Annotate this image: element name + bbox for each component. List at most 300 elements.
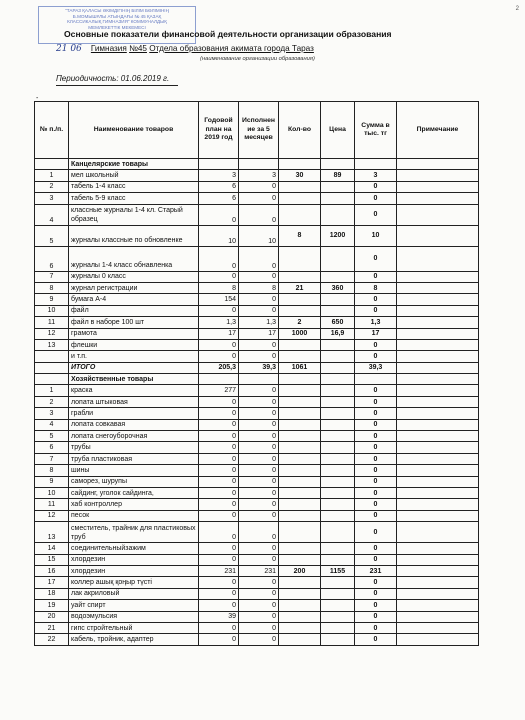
cell-sum: 0 xyxy=(355,465,397,476)
cell-sum: 0 xyxy=(355,305,397,316)
cell-name: журнал регистрации xyxy=(69,282,199,293)
cell-qty xyxy=(279,339,321,350)
table-row xyxy=(35,487,479,498)
cell-price xyxy=(321,588,355,599)
cell-qty xyxy=(279,634,321,645)
cell-price xyxy=(321,271,355,282)
cell-sum: 0 xyxy=(355,487,397,498)
cell-plan: 0 xyxy=(199,442,239,453)
cell-done: 0 xyxy=(239,204,279,225)
cell-qty xyxy=(279,487,321,498)
cell-done: 17 xyxy=(239,328,279,339)
table-row xyxy=(35,499,479,510)
cell-num: 6 xyxy=(35,442,69,453)
cell-note xyxy=(397,305,479,316)
cell-sum: 0 xyxy=(355,396,397,407)
gymnasium-number: №45 xyxy=(129,44,147,53)
column-header-plan: Годовой план на 2019 год xyxy=(199,102,239,159)
cell-note xyxy=(397,328,479,339)
cell-name: саморез, шурупы xyxy=(69,476,199,487)
cell-empty xyxy=(199,374,239,385)
cell-name: и т.п. xyxy=(69,351,199,362)
cell-sum: 0 xyxy=(355,385,397,396)
cell-sum: 0 xyxy=(355,339,397,350)
cell-price xyxy=(321,522,355,543)
cell-price xyxy=(321,611,355,622)
cell-price xyxy=(321,634,355,645)
table-row xyxy=(35,476,479,487)
cell-sum: 0 xyxy=(355,193,397,204)
cell-qty: 200 xyxy=(279,565,321,576)
cell-qty xyxy=(279,193,321,204)
cell-plan: 0 xyxy=(199,431,239,442)
cell-num xyxy=(35,362,69,373)
cell-num: 13 xyxy=(35,339,69,350)
cell-done: 1,3 xyxy=(239,317,279,328)
cell-note xyxy=(397,362,479,373)
cell-sum: 0 xyxy=(355,588,397,599)
cell-done: 0 xyxy=(239,181,279,192)
cell-name: бумага А-4 xyxy=(69,294,199,305)
cell-price: 16,9 xyxy=(321,328,355,339)
cell-price xyxy=(321,600,355,611)
cell-num: 12 xyxy=(35,510,69,521)
cell-num: 21 xyxy=(35,622,69,633)
cell-sum: 0 xyxy=(355,419,397,430)
cell-num xyxy=(35,351,69,362)
cell-note xyxy=(397,600,479,611)
cell-empty xyxy=(355,374,397,385)
table-header-row xyxy=(35,102,479,159)
table-row xyxy=(35,170,479,181)
cell-qty xyxy=(279,476,321,487)
cell-num: 18 xyxy=(35,588,69,599)
cell-price xyxy=(321,419,355,430)
cell-price: 1200 xyxy=(321,225,355,246)
table-row xyxy=(35,193,479,204)
cell-name: коллер ашық қоңыр түсті xyxy=(69,577,199,588)
cell-sum: 0 xyxy=(355,634,397,645)
cell-sum: 0 xyxy=(355,351,397,362)
cell-name: журналы классные по обновленке xyxy=(69,225,199,246)
cell-empty xyxy=(321,159,355,170)
cell-note xyxy=(397,294,479,305)
cell-sum: 0 xyxy=(355,476,397,487)
cell-plan: 6 xyxy=(199,181,239,192)
cell-sum: 0 xyxy=(355,271,397,282)
cell-done: 0 xyxy=(239,271,279,282)
cell-num: 10 xyxy=(35,305,69,316)
column-header-num: № п./п. xyxy=(35,102,69,159)
cell-qty xyxy=(279,271,321,282)
cell-empty xyxy=(199,159,239,170)
table-row xyxy=(35,465,479,476)
cell-plan: 0 xyxy=(199,588,239,599)
cell-sum: 0 xyxy=(355,294,397,305)
cell-done: 0 xyxy=(239,611,279,622)
cell-num: 1 xyxy=(35,170,69,181)
cell-name: флешки xyxy=(69,339,199,350)
cell-plan: 0 xyxy=(199,305,239,316)
cell-num: 3 xyxy=(35,193,69,204)
cell-price xyxy=(321,487,355,498)
cell-plan: 0 xyxy=(199,543,239,554)
cell-qty xyxy=(279,465,321,476)
stamp-line: КЛАССИКАЛЫҚ ГИМНАЗИЯ" КОММУНАЛДЫҚ xyxy=(67,19,167,24)
cell-empty xyxy=(355,159,397,170)
cell-qty xyxy=(279,543,321,554)
cell-plan: 0 xyxy=(199,271,239,282)
cell-plan: 154 xyxy=(199,294,239,305)
cell-num: 16 xyxy=(35,565,69,576)
cell-num: 17 xyxy=(35,577,69,588)
table-row xyxy=(35,577,479,588)
column-header-done: Исполнен ие за 5 месяцев xyxy=(239,102,279,159)
cell-note xyxy=(397,510,479,521)
cell-done: 0 xyxy=(239,634,279,645)
cell-num: 11 xyxy=(35,317,69,328)
cell-qty xyxy=(279,499,321,510)
cell-price xyxy=(321,476,355,487)
cell-note xyxy=(397,588,479,599)
cell-plan: 8 xyxy=(199,282,239,293)
cell-name: краска xyxy=(69,385,199,396)
table-row xyxy=(35,522,479,543)
cell-plan: 3 xyxy=(199,170,239,181)
cell-price xyxy=(321,339,355,350)
table-body xyxy=(35,159,479,646)
cell-empty xyxy=(397,374,479,385)
cell-num: 19 xyxy=(35,600,69,611)
cell-done: 0 xyxy=(239,522,279,543)
cell-note xyxy=(397,181,479,192)
cell-done: 8 xyxy=(239,282,279,293)
cell-empty xyxy=(239,159,279,170)
cell-price xyxy=(321,305,355,316)
cell-sum: 0 xyxy=(355,600,397,611)
table-row xyxy=(35,419,479,430)
cell-done: 0 xyxy=(239,600,279,611)
cell-name: песок xyxy=(69,510,199,521)
table-row xyxy=(35,543,479,554)
cell-sum: 0 xyxy=(355,522,397,543)
cell-name: водоэмульсия xyxy=(69,611,199,622)
cell-done: 0 xyxy=(239,476,279,487)
cell-done: 0 xyxy=(239,499,279,510)
cell-sum: 0 xyxy=(355,499,397,510)
cell-num: 2 xyxy=(35,396,69,407)
cell-qty xyxy=(279,204,321,225)
cell-plan: 0 xyxy=(199,246,239,271)
cell-num xyxy=(35,374,69,385)
stamp-line: Б.МОМЫШҰЛЫ АТЫНДАҒЫ № 45 ҚАЗАҚ xyxy=(72,13,162,19)
cell-name: трубы xyxy=(69,442,199,453)
table-row xyxy=(35,510,479,521)
table-row xyxy=(35,554,479,565)
cell-qty xyxy=(279,408,321,419)
cell-note xyxy=(397,442,479,453)
cell-price xyxy=(321,294,355,305)
cell-note xyxy=(397,408,479,419)
cell-empty xyxy=(279,374,321,385)
cell-done: 0 xyxy=(239,351,279,362)
cell-plan: 0 xyxy=(199,465,239,476)
table-row xyxy=(35,282,479,293)
cell-sum: 0 xyxy=(355,181,397,192)
cell-plan: 0 xyxy=(199,419,239,430)
cell-qty: 8 xyxy=(279,225,321,246)
cell-name: лак акриловый xyxy=(69,588,199,599)
cell-note xyxy=(397,431,479,442)
cell-plan: 0 xyxy=(199,577,239,588)
cell-qty xyxy=(279,419,321,430)
cell-note xyxy=(397,246,479,271)
cell-num: 13 xyxy=(35,522,69,543)
cell-num: 5 xyxy=(35,225,69,246)
cell-note xyxy=(397,543,479,554)
cell-num: 7 xyxy=(35,453,69,464)
department-label: Отдела образования акимата города Тараз xyxy=(149,44,314,53)
cell-note xyxy=(397,453,479,464)
cell-qty xyxy=(279,611,321,622)
table-row xyxy=(35,339,479,350)
cell-num: 9 xyxy=(35,476,69,487)
cell-sum: 0 xyxy=(355,453,397,464)
cell-name: классные журналы 1-4 кл. Старый образец xyxy=(69,204,199,225)
cell-price xyxy=(321,577,355,588)
cell-note xyxy=(397,634,479,645)
cell-num: 4 xyxy=(35,419,69,430)
cell-name: грабли xyxy=(69,408,199,419)
cell-note xyxy=(397,565,479,576)
cell-plan: 0 xyxy=(199,351,239,362)
cell-note xyxy=(397,225,479,246)
cell-sum: 8 xyxy=(355,282,397,293)
cell-num xyxy=(35,159,69,170)
section-title: Хозяйственные товары xyxy=(69,374,199,385)
cell-price xyxy=(321,385,355,396)
cell-plan: 1,3 xyxy=(199,317,239,328)
cell-plan: 0 xyxy=(199,339,239,350)
cell-done: 0 xyxy=(239,577,279,588)
cell-price xyxy=(321,204,355,225)
cell-price xyxy=(321,408,355,419)
column-header-price: Цена xyxy=(321,102,355,159)
table-row xyxy=(35,588,479,599)
cell-note xyxy=(397,204,479,225)
cell-qty xyxy=(279,294,321,305)
column-header-note: Примечание xyxy=(397,102,479,159)
cell-done: 0 xyxy=(239,554,279,565)
cell-done: 0 xyxy=(239,543,279,554)
cell-qty xyxy=(279,577,321,588)
total-label: ИТОГО xyxy=(69,362,199,373)
cell-qty xyxy=(279,305,321,316)
cell-plan: 0 xyxy=(199,634,239,645)
cell-note xyxy=(397,611,479,622)
cell-note xyxy=(397,193,479,204)
cell-done: 0 xyxy=(239,419,279,430)
cell-note xyxy=(397,465,479,476)
cell-sum: 0 xyxy=(355,577,397,588)
cell-price xyxy=(321,431,355,442)
handwritten-date: 21 06 xyxy=(56,44,82,54)
cell-done: 0 xyxy=(239,431,279,442)
cell-plan: 0 xyxy=(199,499,239,510)
cell-num: 9 xyxy=(35,294,69,305)
cell-sum: 0 xyxy=(355,408,397,419)
cell-qty xyxy=(279,622,321,633)
cell-note xyxy=(397,317,479,328)
table-row xyxy=(35,317,479,328)
cell-num: 22 xyxy=(35,634,69,645)
total-plan: 205,3 xyxy=(199,362,239,373)
cell-sum: 0 xyxy=(355,622,397,633)
cell-plan: 0 xyxy=(199,600,239,611)
column-header-sum: Сумма в тыс. тг xyxy=(355,102,397,159)
table-row xyxy=(35,453,479,464)
cell-num: 2 xyxy=(35,181,69,192)
cell-qty xyxy=(279,246,321,271)
cell-note xyxy=(397,476,479,487)
cell-done: 0 xyxy=(239,453,279,464)
cell-done: 0 xyxy=(239,396,279,407)
table-row xyxy=(35,634,479,645)
cell-qty: 30 xyxy=(279,170,321,181)
cell-qty xyxy=(279,396,321,407)
table-row xyxy=(35,408,479,419)
table-row xyxy=(35,442,479,453)
cell-num: 15 xyxy=(35,554,69,565)
cell-sum: 0 xyxy=(355,543,397,554)
cell-sum: 1,3 xyxy=(355,317,397,328)
cell-name: хаб контроллер xyxy=(69,499,199,510)
table-row xyxy=(35,294,479,305)
table-row xyxy=(35,328,479,339)
cell-sum: 0 xyxy=(355,611,397,622)
cell-note xyxy=(397,522,479,543)
cell-note xyxy=(397,622,479,633)
cell-plan: 0 xyxy=(199,204,239,225)
table-row xyxy=(35,565,479,576)
total-sum: 39,3 xyxy=(355,362,397,373)
cell-name: гипс стройтельный xyxy=(69,622,199,633)
cell-qty: 21 xyxy=(279,282,321,293)
cell-note xyxy=(397,577,479,588)
cell-plan: 0 xyxy=(199,408,239,419)
cell-note xyxy=(397,271,479,282)
cell-num: 8 xyxy=(35,465,69,476)
cell-price: 650 xyxy=(321,317,355,328)
cell-qty xyxy=(279,431,321,442)
table-row xyxy=(35,246,479,271)
table-row xyxy=(35,204,479,225)
table-row xyxy=(35,305,479,316)
cell-done: 0 xyxy=(239,294,279,305)
cell-plan: 0 xyxy=(199,510,239,521)
section-title-row xyxy=(35,159,479,170)
cell-price xyxy=(321,465,355,476)
cell-note xyxy=(397,499,479,510)
goods-table xyxy=(34,101,479,646)
cell-sum: 231 xyxy=(355,565,397,576)
cell-empty xyxy=(239,374,279,385)
cell-name: лопата снегоуборочная xyxy=(69,431,199,442)
cell-qty xyxy=(279,522,321,543)
cell-done: 0 xyxy=(239,465,279,476)
table-row xyxy=(35,225,479,246)
cell-name: сайдинг, уголок сайдинга, xyxy=(69,487,199,498)
stamp-line: "ТАРАЗ ҚАЛАСЫ ӘКІМДІГІНІҢ БІЛІМ БӨЛІМІНІҢ xyxy=(65,8,169,13)
cell-name: хлордезин xyxy=(69,554,199,565)
cell-price: 360 xyxy=(321,282,355,293)
cell-plan: 277 xyxy=(199,385,239,396)
periodicity: Периодичность: 01.06.2019 г. xyxy=(56,74,170,83)
cell-done: 0 xyxy=(239,408,279,419)
cell-num: 6 xyxy=(35,246,69,271)
cell-num: 3 xyxy=(35,408,69,419)
cell-name: журналы 1-4 класс обнавленка xyxy=(69,246,199,271)
cell-plan: 0 xyxy=(199,396,239,407)
cell-price xyxy=(321,499,355,510)
cell-plan: 10 xyxy=(199,225,239,246)
table-row xyxy=(35,181,479,192)
cell-name: табель 5-9 класс xyxy=(69,193,199,204)
cell-qty: 2 xyxy=(279,317,321,328)
gymnasium-label: Гимназия xyxy=(90,44,127,53)
cell-done: 231 xyxy=(239,565,279,576)
cell-num: 4 xyxy=(35,204,69,225)
cell-name: лопата совкавая xyxy=(69,419,199,430)
cell-name: труба пластиковая xyxy=(69,453,199,464)
cell-qty xyxy=(279,453,321,464)
cell-qty xyxy=(279,600,321,611)
cell-plan: 0 xyxy=(199,476,239,487)
cell-num: 10 xyxy=(35,487,69,498)
cell-plan: 231 xyxy=(199,565,239,576)
table-row xyxy=(35,396,479,407)
cell-plan: 0 xyxy=(199,554,239,565)
cell-num: 8 xyxy=(35,282,69,293)
cell-num: 11 xyxy=(35,499,69,510)
cell-note xyxy=(397,351,479,362)
cell-done: 10 xyxy=(239,225,279,246)
cell-qty xyxy=(279,510,321,521)
cell-plan: 0 xyxy=(199,487,239,498)
cell-name: файл xyxy=(69,305,199,316)
cell-num: 14 xyxy=(35,543,69,554)
cell-sum: 0 xyxy=(355,246,397,271)
cell-name: грамота xyxy=(69,328,199,339)
table-row xyxy=(35,622,479,633)
cell-num: 1 xyxy=(35,385,69,396)
cell-name: мел школьный xyxy=(69,170,199,181)
total-done: 39,3 xyxy=(239,362,279,373)
cell-done: 0 xyxy=(239,339,279,350)
cell-note xyxy=(397,396,479,407)
cell-name: лопата штыковая xyxy=(69,396,199,407)
document-title: Основные показатели финансовой деятельности организации образования xyxy=(64,29,392,39)
cell-qty xyxy=(279,588,321,599)
cell-name: файл в наборе 100 шт xyxy=(69,317,199,328)
cell-price xyxy=(321,181,355,192)
cell-price xyxy=(321,442,355,453)
cell-note xyxy=(397,419,479,430)
cell-plan: 0 xyxy=(199,522,239,543)
organization-caption: (наименование организации образования) xyxy=(200,56,315,62)
cell-sum: 0 xyxy=(355,442,397,453)
cell-note xyxy=(397,282,479,293)
